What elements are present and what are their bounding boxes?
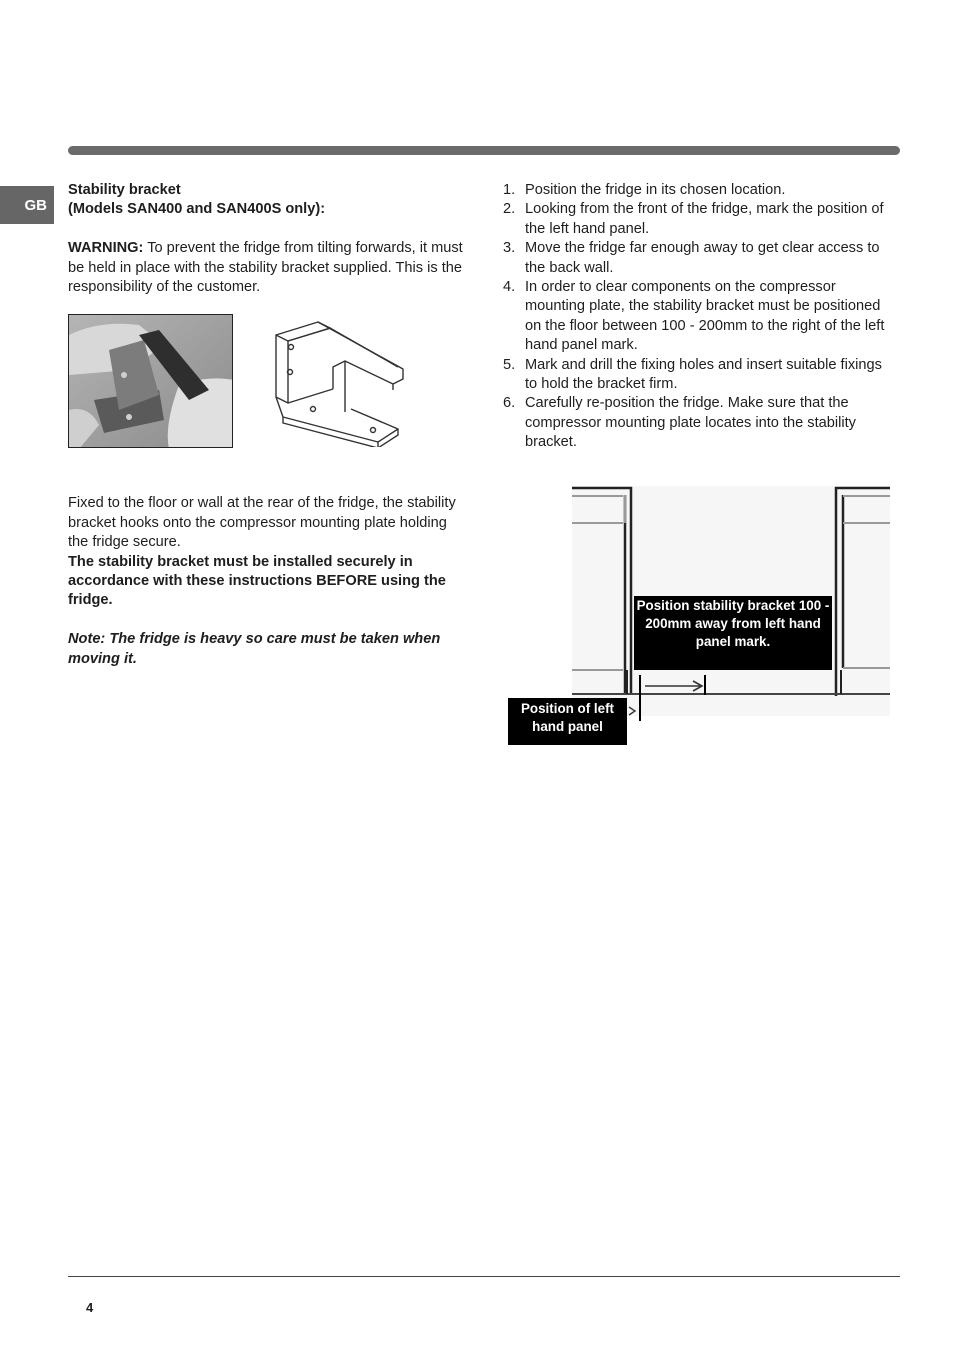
step-number: 1.	[503, 182, 516, 198]
bracket-images	[68, 314, 468, 474]
step-item	[503, 239, 898, 278]
step-item	[503, 278, 898, 356]
bracket-position-callout: Position stability bracket 100 - 200mm away from left hand panel mark.	[634, 596, 832, 670]
step-number: 6.	[503, 395, 516, 412]
step-item	[503, 356, 898, 395]
step-text: Position the fridge in its chosen location.	[525, 182, 786, 198]
installation-steps	[503, 181, 898, 453]
note-paragraph: Note: The fridge is heavy so care must be taken when moving it.	[68, 631, 441, 667]
bracket-drawing	[273, 317, 413, 447]
page-number: 4	[86, 1300, 94, 1315]
step-text: In order to clear components on the compressor mounting plate, the stability bracket must be positioned on the floor between 100 - 200mm to the right of the left hand panel mark.	[525, 279, 885, 354]
warning-label: WARNING:	[68, 240, 144, 257]
section-heading: Stability bracket	[68, 182, 181, 198]
warning-paragraph	[68, 239, 468, 297]
step-item	[503, 394, 898, 452]
section-subheading: (Models SAN400 and SAN400S only):	[68, 201, 326, 218]
step-text: Carefully re-position the fridge. Make sure that the compressor mounting plate locates into the stability bracket.	[525, 395, 856, 451]
header-rule	[68, 146, 900, 155]
step-text: Mark and drill the fixing holes and insert suitable fixings to hold the bracket firm.	[525, 356, 882, 393]
left-column	[68, 181, 468, 669]
step-number: 2.	[503, 201, 516, 218]
language-tab: GB	[0, 186, 54, 224]
step-text: Move the fridge far enough away to get clear access to the back wall.	[525, 240, 880, 276]
step-number: 4.	[503, 279, 516, 296]
step-number: 3.	[503, 240, 516, 257]
footer-rule	[68, 1276, 900, 1277]
step-item	[503, 200, 898, 239]
warning-text: To prevent the fridge from tilting forwards, it must be held in place with the stability bracket supplied. This is the responsibility of the customer.	[68, 240, 463, 296]
step-number: 5.	[503, 356, 516, 373]
step-text: Looking from the front of the fridge, mark the position of the left hand panel.	[525, 201, 884, 237]
fixed-paragraph: Fixed to the floor or wall at the rear of the fridge, the stability bracket hooks onto the compressor mounting plate holding the fridge secure.	[68, 495, 456, 551]
step-item	[503, 181, 898, 200]
bracket-photo	[68, 314, 233, 448]
panel-position-callout: Position of left hand panel	[508, 698, 627, 745]
important-paragraph: The stability bracket must be installed securely in accordance with these instructions BEFORE using the fridge.	[68, 553, 446, 609]
